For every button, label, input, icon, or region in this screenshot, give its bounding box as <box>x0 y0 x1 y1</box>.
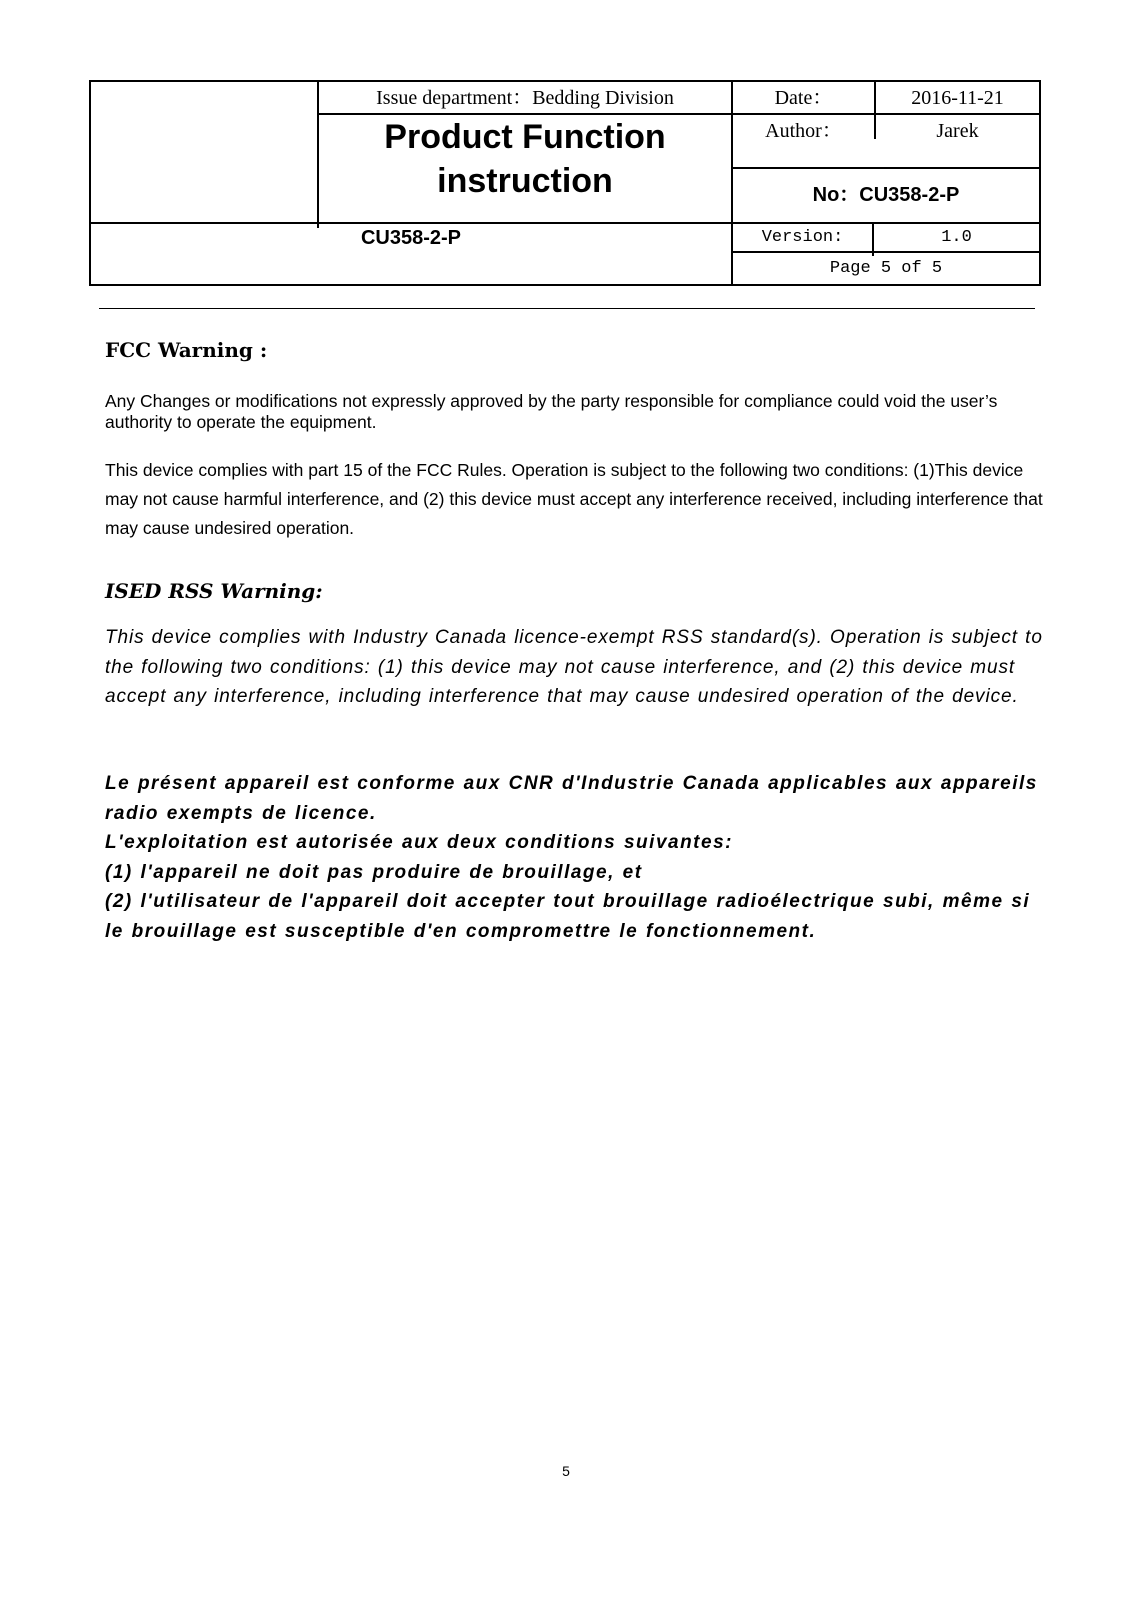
page-info: Page 5 of 5 <box>829 259 943 278</box>
french-line: Le présent appareil est conforme aux CNR d'Industrie Canada applicables aux appareils radio exempts de licence. <box>105 773 1038 824</box>
header-rule <box>99 308 1035 309</box>
document-title-line2: instruction <box>437 162 613 200</box>
ised-english-paragraph: This device complies with Industry Canada licence-exempt RSS standard(s). Operation is subject to the following two conditions: (1) this device may not cause interference, and (2) this device must accept any interference, including interference that may cause undesired operation of the device. <box>105 627 1043 707</box>
version-label: Version: <box>761 228 844 247</box>
french-line: (2) l'utilisateur de l'appareil doit accepter tout brouillage radioélectrique subi, même si le brouillage est susceptible d'en compromettre le fonctionnement. <box>105 891 1031 942</box>
fcc-warning-heading: FCC Warning : <box>105 338 268 362</box>
fcc-paragraph-2: This device complies with part 15 of the FCC Rules. Operation is subject to the following two conditions: (1)This device may not cause harmful interference, and (2) this device must accept any interference received, including interference that may cause undesired operation. <box>105 460 1043 538</box>
author-label: Author： <box>765 120 842 142</box>
french-line: (1) l'appareil ne doit pas produire de brouillage, et <box>105 861 643 883</box>
ised-french-block <box>105 769 1050 946</box>
author-value: Jarek <box>936 120 979 142</box>
document-number: No：CU358-2-P <box>812 184 960 206</box>
document-header-table <box>89 80 1041 286</box>
ised-warning-heading: ISED RSS Warning: <box>105 579 323 603</box>
document-title-line1: Product Function <box>384 118 666 156</box>
fcc-paragraph-1: Any Changes or modifications not expressly approved by the party responsible for compliance could void the user’s authority to operate the equipment. <box>105 391 998 432</box>
date-label: Date： <box>774 87 833 109</box>
version-value: 1.0 <box>941 228 972 247</box>
model-number: CU358-2-P <box>360 227 462 249</box>
issue-department: Issue department：Bedding Division <box>376 87 674 109</box>
french-line: L'exploitation est autorisée aux deux conditions suivantes: <box>105 832 733 853</box>
page-number: 5 <box>562 1463 570 1479</box>
date-value: 2016-11-21 <box>911 87 1004 109</box>
